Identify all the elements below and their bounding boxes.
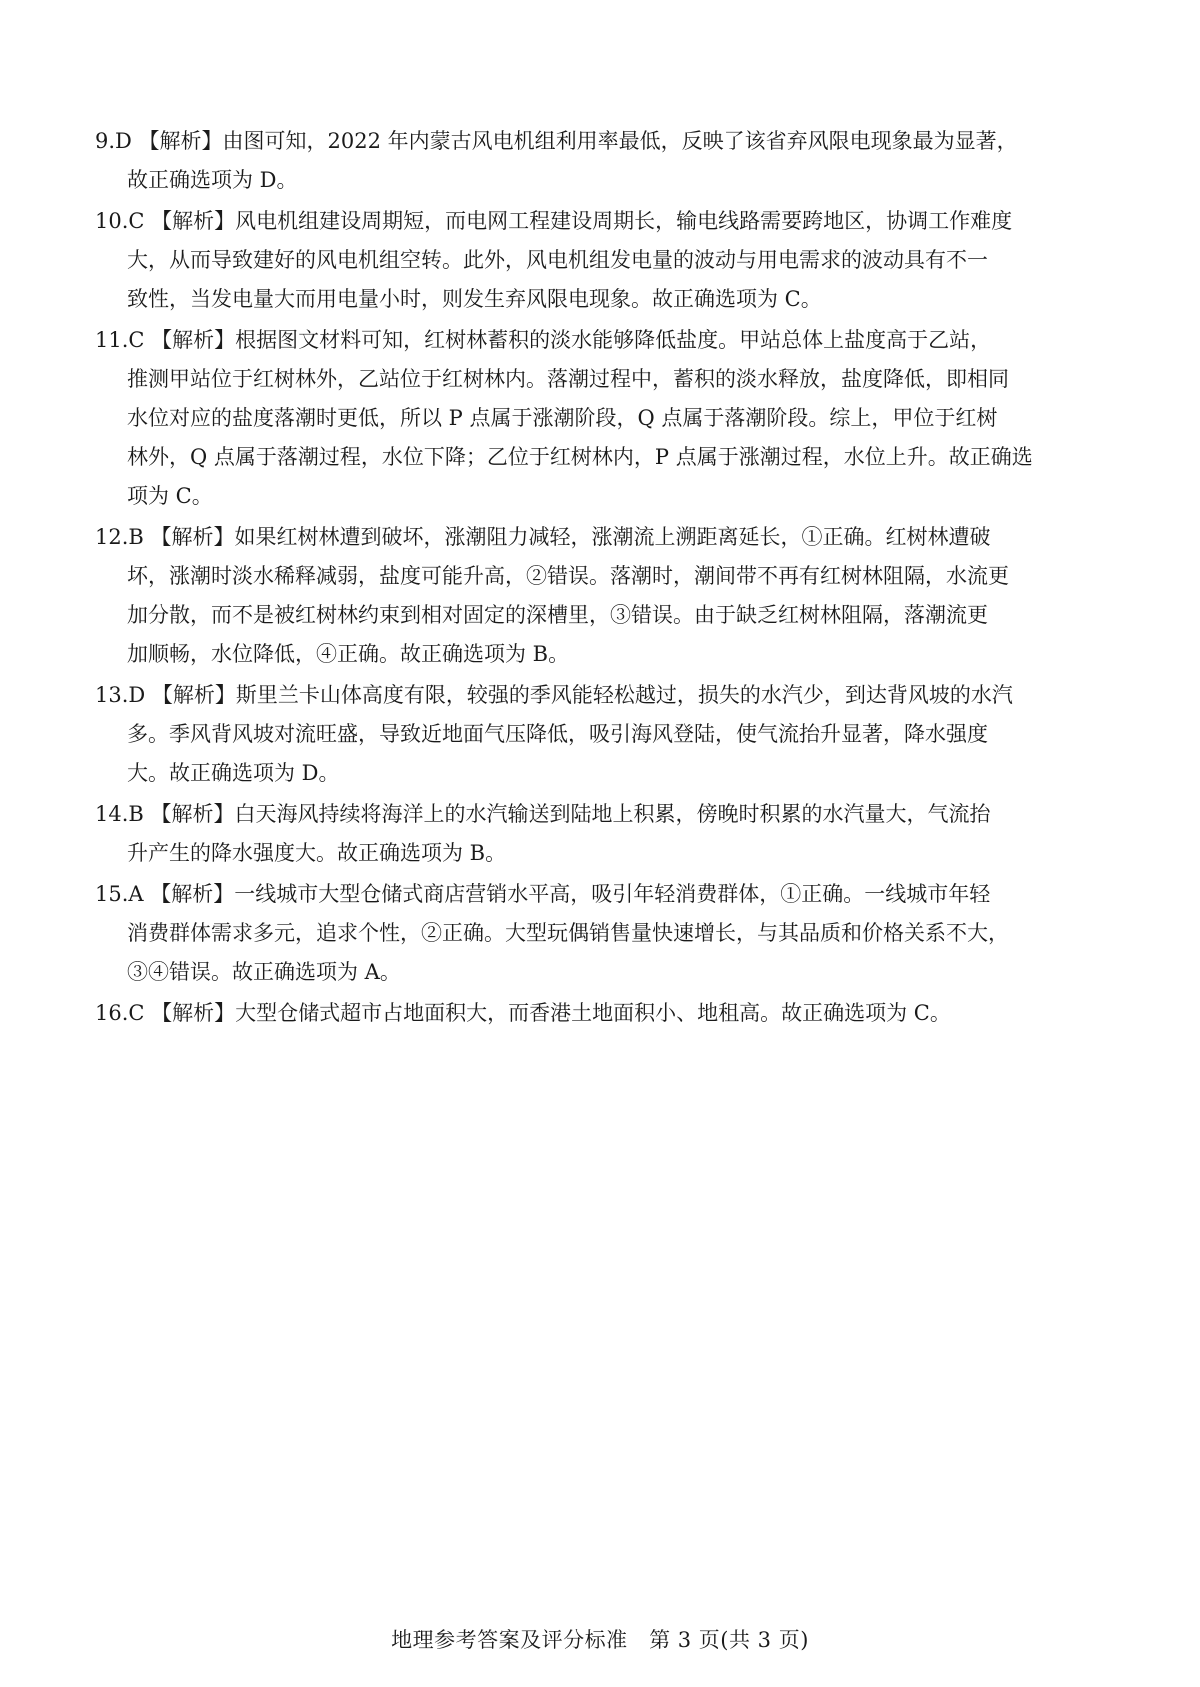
answer-line: 多。季风背风坡对流旺盛，导致近地面气压降低，吸引海风登陆，使气流抬升显著，降水强度 [127, 722, 988, 746]
answer-item-12 [95, 518, 1115, 674]
answer-item-14 [95, 795, 1115, 873]
answer-line: 项为 C。 [127, 484, 213, 508]
page-footer: 地理参考答案及评分标准 第 3 页(共 3 页) [391, 1628, 809, 1652]
answer-line: 致性，当发电量大而用电量小时，则发生弃风限电现象。故正确选项为 C。 [127, 287, 822, 311]
answer-line: 消费群体需求多元，追求个性，②正确。大型玩偶销售量快速增长，与其品质和价格关系不大， [127, 921, 1009, 945]
answer-line: 坏，涨潮时淡水稀释减弱，盐度可能升高，②错误。落潮时，潮间带不再有红树林阻隔，水流更 [127, 564, 1009, 588]
answer-item-15 [95, 875, 1115, 992]
answer-list [95, 122, 1115, 1035]
answer-line: 故正确选项为 D。 [127, 168, 298, 192]
answer-line: 11.C 【解析】根据图文材料可知，红树林蓄积的淡水能够降低盐度。甲站总体上盐度高于乙站， [95, 328, 992, 352]
answer-item-11 [95, 321, 1115, 516]
answer-line: 大，从而导致建好的风电机组空转。此外，风电机组发电量的波动与用电需求的波动具有不一 [127, 248, 988, 272]
answer-line: 水位对应的盐度落潮时更低，所以 P 点属于涨潮阶段，Q 点属于落潮阶段。综上，甲位于红树 [127, 406, 998, 430]
answer-item-16 [95, 994, 1115, 1033]
answer-line: 升产生的降水强度大。故正确选项为 B。 [127, 841, 507, 865]
answer-line: 13.D 【解析】斯里兰卡山体高度有限，较强的季风能轻松越过，损失的水汽少，到达背风坡的水汽 [95, 683, 1013, 707]
answer-line: 12.B 【解析】如果红树林遭到破坏，涨潮阻力减轻，涨潮流上溯距离延长，①正确。红树林遭破 [95, 525, 991, 549]
answer-line: 16.C 【解析】大型仓储式超市占地面积大，而香港土地面积小、地租高。故正确选项为 C。 [95, 1001, 951, 1025]
answer-item-13 [95, 676, 1115, 793]
answer-line: ③④错误。故正确选项为 A。 [127, 960, 401, 984]
answer-line: 推测甲站位于红树林外，乙站位于红树林内。落潮过程中，蓄积的淡水释放，盐度降低，即相同 [127, 367, 1009, 391]
answer-line: 14.B 【解析】白天海风持续将海洋上的水汽输送到陆地上积累，傍晚时积累的水汽量大，气流抬 [95, 802, 991, 826]
answer-line: 加顺畅，水位降低，④正确。故正确选项为 B。 [127, 642, 570, 666]
answer-line: 林外，Q 点属于落潮过程，水位下降；乙位于红树林内，P 点属于涨潮过程，水位上升。故正确选 [127, 445, 1033, 469]
answer-line: 15.A 【解析】一线城市大型仓储式商店营销水平高，吸引年轻消费群体，①正确。一线城市年轻 [95, 882, 991, 906]
answer-item-10 [95, 202, 1115, 319]
answer-line: 10.C 【解析】风电机组建设周期短，而电网工程建设周期长，输电线路需要跨地区，协调工作难度 [95, 209, 1013, 233]
answer-line: 大。故正确选项为 D。 [127, 761, 340, 785]
answer-line: 加分散，而不是被红树林约束到相对固定的深槽里，③错误。由于缺乏红树林阻隔，落潮流更 [127, 603, 988, 627]
answer-item-9 [95, 122, 1115, 200]
answer-line: 9.D 【解析】由图可知，2022 年内蒙古风电机组利用率最低，反映了该省弃风限电现象最为显著， [95, 129, 1018, 153]
